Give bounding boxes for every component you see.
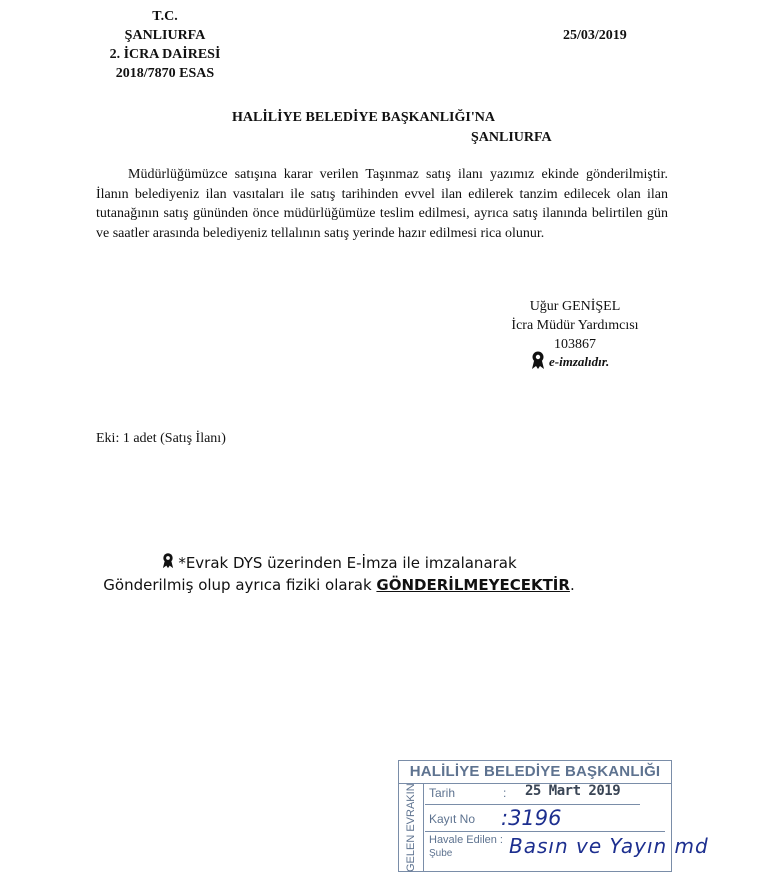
signature-block <box>485 297 665 354</box>
incoming-stamp <box>398 760 709 872</box>
esign-mark <box>530 351 609 373</box>
notice-line-2-suffix: . <box>569 576 575 594</box>
header-block <box>95 7 235 83</box>
header-office: 2. İCRA DAİRESİ <box>109 47 221 62</box>
signer-title: İcra Müdür Yardımcısı <box>511 318 639 333</box>
stamp-date-value: 25 Mart 2019 <box>525 783 621 799</box>
stamp-title: HALİLİYE BELEDİYE BAŞKANLIĞI <box>399 761 671 784</box>
notice-line-1: *Evrak DYS üzerinden E-İmza ile imzalanarak <box>178 554 517 572</box>
stamp-side-label: GELEN EVRAKIN <box>405 783 417 872</box>
stamp-assigned-label: Havale Edilen : <box>429 834 503 846</box>
seal-icon <box>161 552 175 575</box>
signer-name: Uğur GENİŞEL <box>529 299 621 314</box>
document-date: 25/03/2019 <box>563 28 627 43</box>
stamp-reg-row <box>425 805 665 832</box>
header-file-no: 2018/7870 ESAS <box>115 66 215 81</box>
stamp-date-sep: : <box>503 786 507 800</box>
stamp-branch-label: Şube <box>429 848 453 859</box>
signer-number: 103867 <box>554 337 596 352</box>
header-tc: T.C. <box>152 9 178 24</box>
stamp-date-row <box>425 784 640 805</box>
notice-emphasis: GÖNDERİLMEYECEKTİR <box>376 576 570 594</box>
stamp-reg-label: Kayıt No <box>429 812 476 826</box>
seal-icon <box>530 350 546 375</box>
esign-label: e-imzalıdır. <box>549 354 610 369</box>
stamp-date-label: Tarih <box>429 786 456 800</box>
stamp-assigned-row <box>425 832 709 871</box>
attachment-line: Eki: 1 adet (Satış İlanı) <box>96 431 226 446</box>
header-city: ŞANLIURFA <box>124 28 206 43</box>
dys-notice <box>96 552 582 596</box>
stamp-side-column <box>399 783 424 871</box>
stamp-reg-value: :3196 <box>501 806 562 830</box>
body-paragraph: Müdürlüğümüzce satışına karar verilen Taşınmaz satış ilanı yazımız ekinde gönderilmiştir. İlanın belediyeniz ilan vasıtaları ile satış tarihinden evvel ilan edilerek tanzim edilecek olan ilan tutanağının satış gününden önce müdürlüğümüze teslim edilmesi, ayrıca satış ilanında belirtilen gün ve saatler arasında belediyeniz tellalının satış yerinde hazır edilmesi rica olunur. <box>96 167 668 241</box>
recipient-city: ŞANLIURFA <box>471 130 552 145</box>
stamp-handwriting: Basın ve Yayın md <box>509 834 709 858</box>
recipient-name: HALİLİYE BELEDİYE BAŞKANLIĞI'NA <box>232 110 495 125</box>
notice-line-2-prefix: Gönderilmiş olup ayrıca fiziki olarak <box>103 576 377 594</box>
